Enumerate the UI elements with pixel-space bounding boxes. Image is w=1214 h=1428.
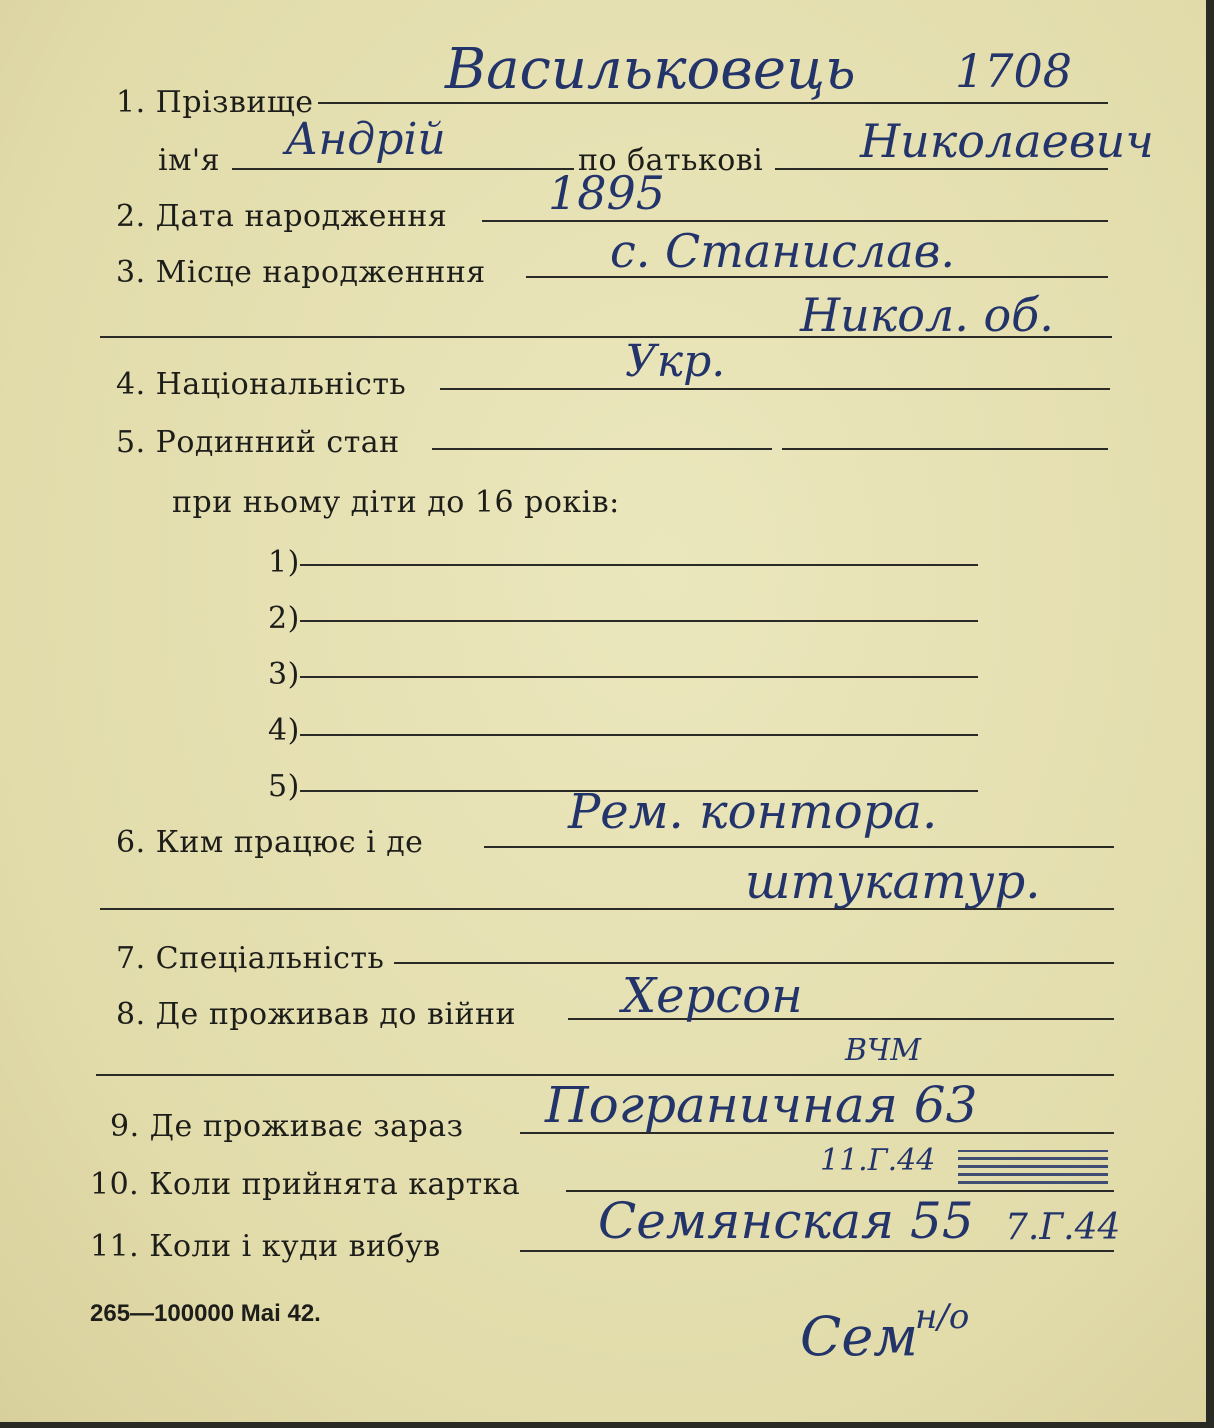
label-children: при ньому діти до 16 років: — [172, 485, 620, 520]
first-name-line — [232, 168, 574, 170]
label-current-residence: 9. Де проживає зараз — [110, 1109, 464, 1144]
family-status-line-2 — [782, 448, 1108, 450]
hw-card-number: 1708 — [955, 44, 1073, 98]
hw-patronymic: Николаевич — [860, 114, 1154, 168]
label-nationality: 4. Національність — [116, 367, 407, 402]
label-birth-place: 3. Місце народженння — [116, 255, 486, 290]
hw-birth-place-1: с. Станислав. — [610, 224, 956, 278]
child-1-line — [300, 564, 978, 566]
hw-birth-place-2: Никол. об. — [800, 288, 1054, 342]
label-child-5: 5) — [268, 769, 300, 804]
label-departure: 11. Коли і куди вибув — [90, 1229, 441, 1264]
label-child-3: 3) — [268, 657, 300, 692]
child-4-line — [300, 734, 978, 736]
print-code: 265—100000 Mai 42. — [90, 1300, 321, 1327]
departure-line — [520, 1250, 1114, 1252]
label-card-accepted: 10. Коли прийнята картка — [90, 1167, 521, 1202]
hw-current-residence: Пограничная 63 — [545, 1076, 978, 1134]
hw-prewar-residence: Херсон — [622, 968, 803, 1024]
hw-prewar-note: ВЧМ — [845, 1033, 921, 1068]
hw-signature-note: н/о — [915, 1297, 970, 1337]
surname-line — [318, 102, 1108, 104]
specialty-line — [394, 962, 1114, 964]
hw-signature: Сем — [800, 1305, 919, 1368]
work-line — [484, 846, 1114, 848]
label-patronymic: по батькові — [578, 143, 764, 178]
struck-out-text — [958, 1150, 1108, 1184]
label-child-1: 1) — [268, 545, 300, 580]
label-prewar-residence: 8. Де проживав до війни — [116, 997, 516, 1032]
label-first-name: ім'я — [158, 143, 221, 178]
hw-first-name: Андрій — [285, 114, 446, 165]
hw-departure-date: 7.Г.44 — [1005, 1207, 1121, 1248]
hw-surname: Васильковець — [445, 37, 856, 102]
label-birth-date: 2. Дата народження — [116, 199, 448, 234]
birth-date-line — [482, 220, 1108, 222]
hw-work-1: Рем. контора. — [568, 784, 938, 840]
child-2-line — [300, 620, 978, 622]
label-child-4: 4) — [268, 713, 300, 748]
label-work: 6. Ким працює і де — [116, 825, 424, 860]
label-surname: 1. Прізвище — [116, 85, 314, 120]
hw-card-date: 11.Г.44 — [820, 1143, 936, 1178]
hw-birth-year: 1895 — [548, 166, 666, 220]
label-child-2: 2) — [268, 601, 300, 636]
hw-work-2: штукатур. — [745, 854, 1041, 910]
family-status-line-1 — [432, 448, 772, 450]
patronymic-line — [775, 168, 1108, 170]
nationality-line — [440, 388, 1110, 390]
child-3-line — [300, 676, 978, 678]
label-family-status: 5. Родинний стан — [116, 425, 400, 460]
label-specialty: 7. Спеціальність — [116, 941, 385, 976]
hw-nationality: Укр. — [625, 336, 726, 387]
hw-departure: Семянская 55 — [598, 1192, 974, 1250]
